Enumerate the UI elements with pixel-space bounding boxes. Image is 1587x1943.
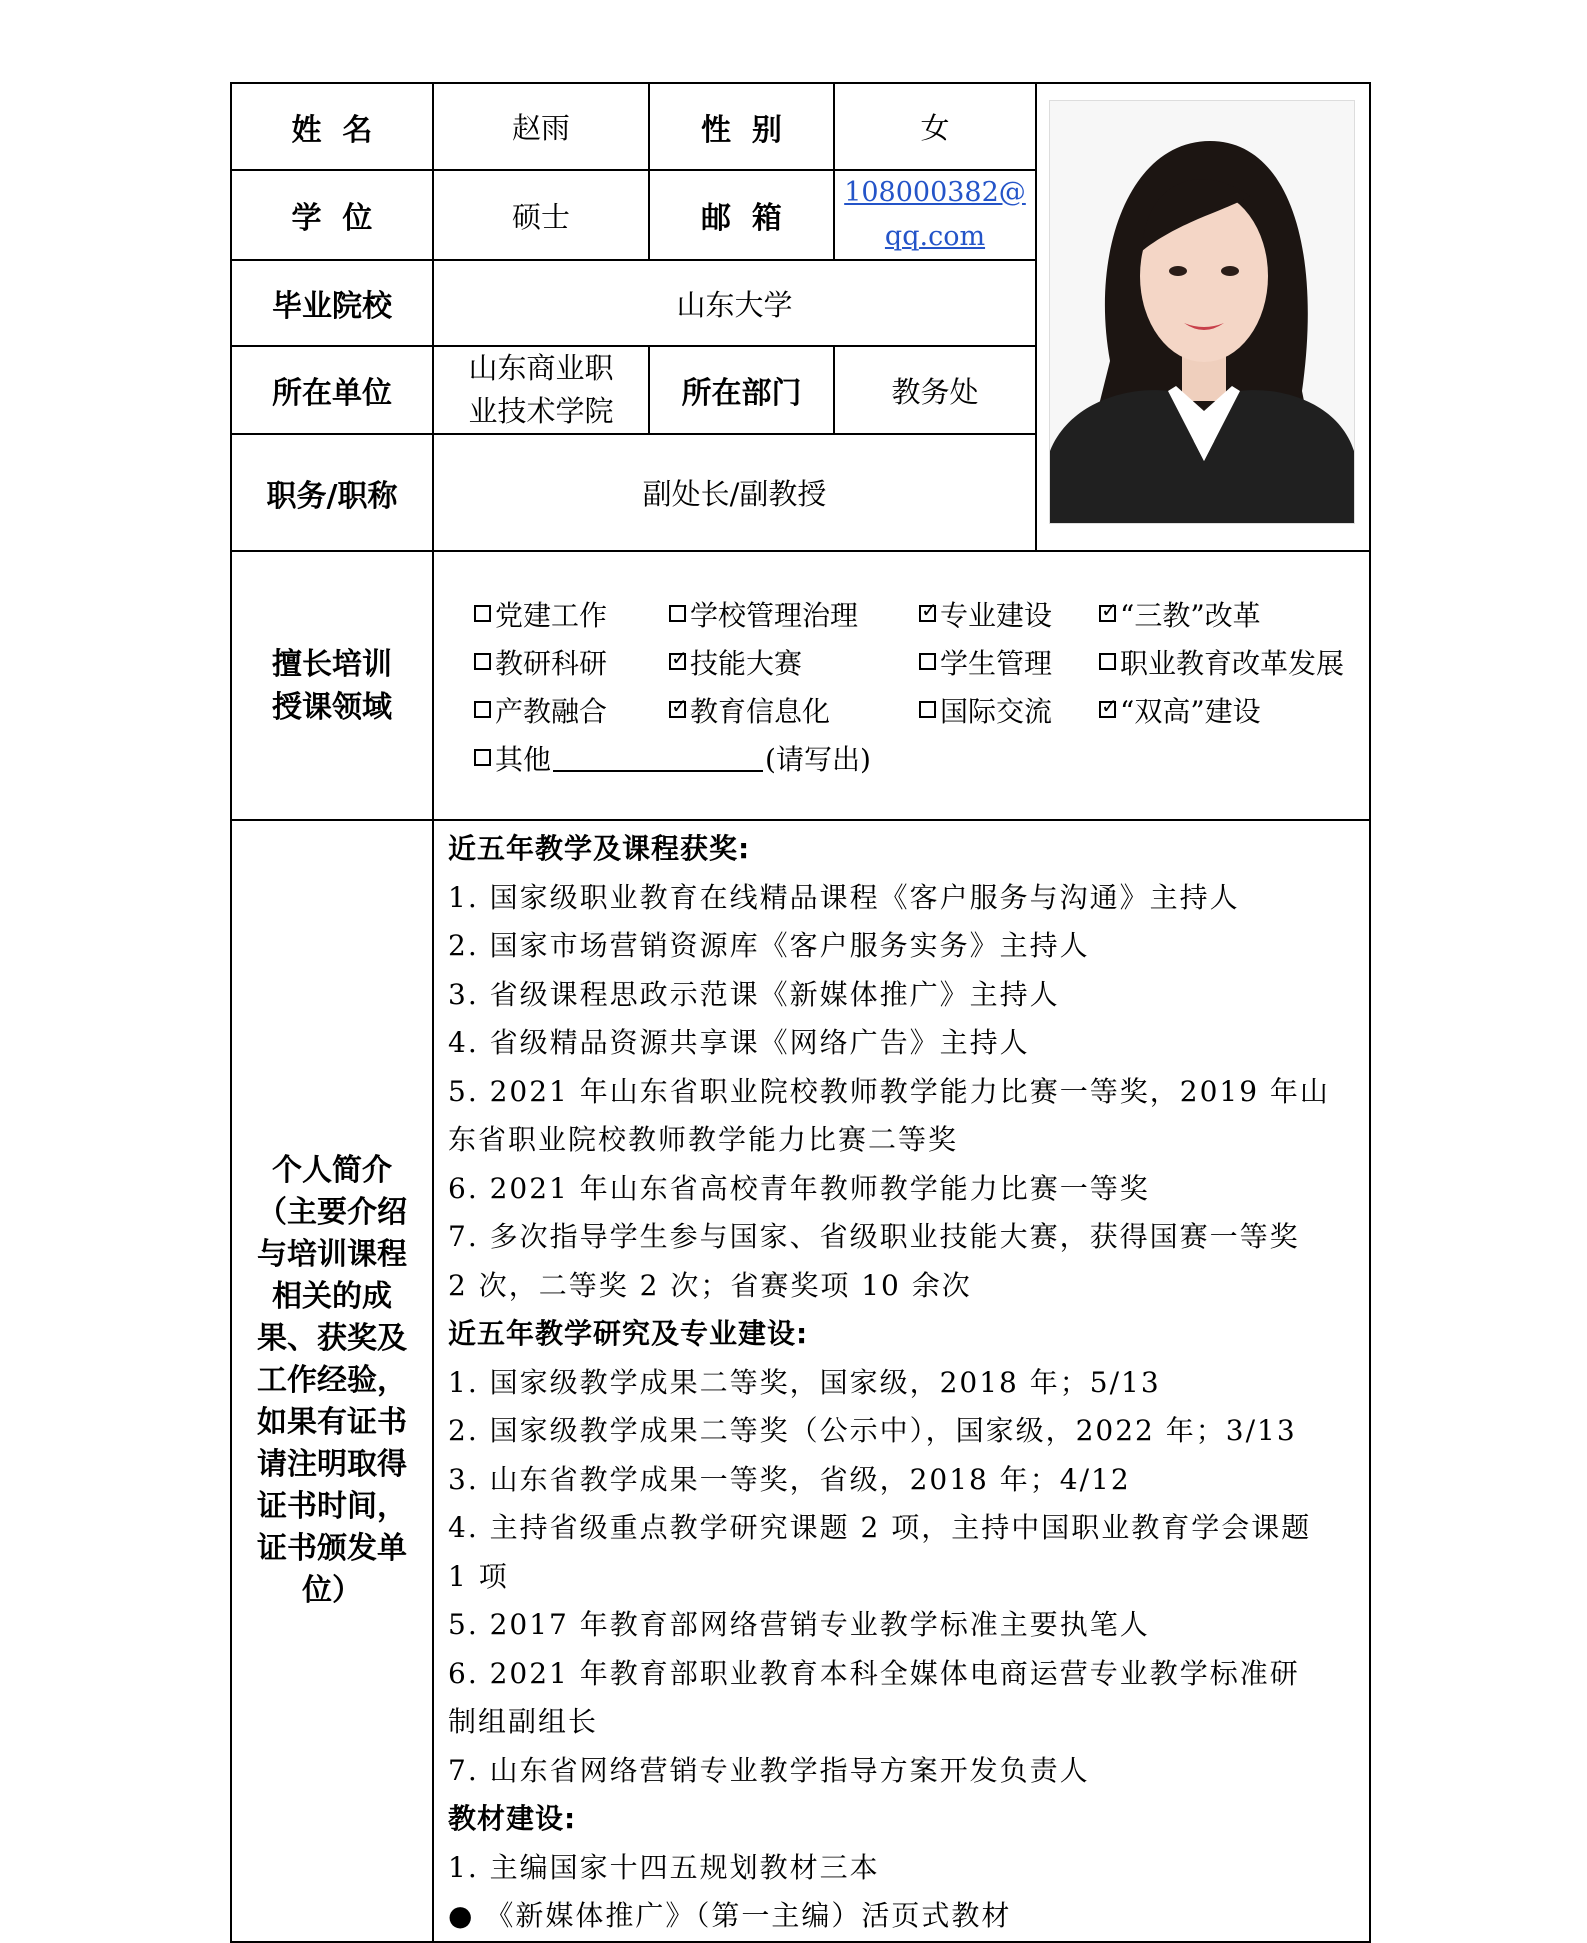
email-line-1: 108000382@ xyxy=(844,177,1026,208)
checkbox-grid xyxy=(474,590,1369,734)
profile-form xyxy=(230,82,1371,1943)
checkbox-row xyxy=(474,638,1369,686)
checkbox-icon xyxy=(474,605,491,622)
title-label: 职务/职称 xyxy=(231,434,433,551)
checkbox-icon xyxy=(474,653,491,670)
checkbox-item[interactable] xyxy=(1099,690,1359,730)
unit-line-2: 业技术学院 xyxy=(468,394,614,428)
bio-line: 6. 2021 年教育部职业教育本科全媒体电商运营专业教学标准研 xyxy=(448,1656,1300,1690)
checkbox-label: 教研科研 xyxy=(495,646,608,680)
bio-line: 2 次，二等奖 2 次；省赛奖项 10 余次 xyxy=(448,1268,972,1302)
bio-line: 3. 山东省教学成果一等奖，省级，2018 年；4/12 xyxy=(448,1462,1131,1496)
email-link[interactable] xyxy=(834,170,1036,260)
other-row xyxy=(474,734,1369,782)
checkbox-item[interactable] xyxy=(669,690,919,730)
checked-box-icon xyxy=(1099,605,1116,622)
unit-line-1: 山东商业职 xyxy=(468,351,614,385)
name-label: 姓 名 xyxy=(231,83,433,170)
checkbox-label: 技能大赛 xyxy=(690,646,803,680)
fields-label-line-1: 擅长培训 xyxy=(272,646,392,682)
checkbox-item[interactable] xyxy=(474,690,669,730)
fields-label xyxy=(231,551,433,820)
bio-line: 6. 2021 年山东省高校青年教师教学能力比赛一等奖 xyxy=(448,1171,1150,1205)
checkbox-label: 党建工作 xyxy=(495,598,608,632)
fields-checklist xyxy=(433,551,1370,820)
bio-content xyxy=(433,820,1370,1942)
bio-label-line: 相关的成 xyxy=(272,1278,392,1314)
bio-label-line: 请注明取得 xyxy=(257,1446,407,1482)
other-input[interactable] xyxy=(553,744,763,772)
bio-section-heading: 近五年教学研究及专业建设: xyxy=(448,1317,809,1350)
bio-section-heading: 近五年教学及课程获奖: xyxy=(448,832,751,865)
dept-value: 教务处 xyxy=(834,346,1036,434)
bio-line: 1. 国家级职业教育在线精品课程《客户服务与沟通》主持人 xyxy=(448,880,1240,914)
unit-label: 所在单位 xyxy=(231,346,433,434)
bio-label-line: 与培训课程 xyxy=(257,1236,407,1272)
email-label: 邮 箱 xyxy=(649,170,834,260)
bio-label-line: 如果有证书 xyxy=(257,1404,407,1440)
checkbox-icon xyxy=(919,701,936,718)
checkbox-label: 职业教育改革发展 xyxy=(1120,646,1345,680)
checked-box-icon xyxy=(669,701,686,718)
bio-label xyxy=(231,820,433,1942)
degree-value: 硕士 xyxy=(433,170,649,260)
bio-line: 4. 主持省级重点教学研究课题 2 项，主持中国职业教育学会课题 xyxy=(448,1511,1312,1544)
name-value: 赵雨 xyxy=(433,83,649,170)
checkbox-item[interactable] xyxy=(474,594,669,634)
bio-label-line: 位） xyxy=(302,1572,362,1608)
dept-label: 所在部门 xyxy=(649,346,834,434)
checkbox-icon xyxy=(474,749,491,766)
bio-line: 1. 国家级教学成果二等奖，国家级，2018 年；5/13 xyxy=(448,1365,1161,1399)
school-label: 毕业院校 xyxy=(231,260,433,346)
checkbox-item[interactable] xyxy=(919,642,1099,682)
bio-line: ● 《新媒体推广》（第一主编）活页式教材 xyxy=(448,1899,1012,1932)
checkbox-row xyxy=(474,686,1369,734)
bio-line: 2. 国家级教学成果二等奖（公示中），国家级，2022 年；3/13 xyxy=(448,1414,1297,1447)
checkbox-item[interactable] xyxy=(1099,642,1359,682)
portrait-photo xyxy=(1049,100,1355,524)
checkbox-item[interactable] xyxy=(669,594,919,634)
bio-line: 东省职业院校教师教学能力比赛二等奖 xyxy=(448,1123,959,1156)
checkbox-icon xyxy=(669,605,686,622)
checkbox-icon xyxy=(1099,653,1116,670)
other-label: 其他 xyxy=(495,742,552,776)
degree-label: 学 位 xyxy=(231,170,433,260)
checkbox-item[interactable] xyxy=(1099,594,1359,634)
checkbox-row xyxy=(474,590,1369,638)
bio-line: 1. 主编国家十四五规划教材三本 xyxy=(448,1850,880,1884)
bio-label-line: 工作经验， xyxy=(257,1362,407,1398)
school-value: 山东大学 xyxy=(433,260,1036,346)
checkbox-label: 专业建设 xyxy=(940,598,1053,632)
unit-value xyxy=(433,346,649,434)
bio-line: 3. 省级课程思政示范课《新媒体推广》主持人 xyxy=(448,977,1060,1011)
bio-label-line: 果、获奖及 xyxy=(257,1320,407,1356)
bio-line: 5. 2021 年山东省职业院校教师教学能力比赛一等奖，2019 年山 xyxy=(448,1074,1330,1108)
checked-box-icon xyxy=(919,605,936,622)
checkbox-label: 教育信息化 xyxy=(690,694,831,728)
checkbox-icon xyxy=(474,701,491,718)
bio-line: 7. 山东省网络营销专业教学指导方案开发负责人 xyxy=(448,1753,1090,1787)
fields-label-line-2: 授课领域 xyxy=(272,689,392,725)
checkbox-item[interactable] xyxy=(919,594,1099,634)
checked-box-icon xyxy=(669,653,686,670)
bio-label-line: 个人简介 xyxy=(272,1152,392,1188)
bio-section-heading: 教材建设: xyxy=(448,1802,577,1835)
gender-value: 女 xyxy=(834,83,1036,170)
checkbox-label: 学校管理治理 xyxy=(690,598,859,632)
checkbox-label: 国际交流 xyxy=(940,694,1053,728)
bio-line: 2. 国家市场营销资源库《客户服务实务》主持人 xyxy=(448,929,1090,962)
bio-line: 4. 省级精品资源共享课《网络广告》主持人 xyxy=(448,1026,1030,1059)
checkbox-label: 产教融合 xyxy=(495,694,608,728)
bio-label-line: 证书时间， xyxy=(257,1488,407,1524)
bio-line: 制组副组长 xyxy=(448,1705,599,1738)
bio-label-line: 证书颁发单 xyxy=(257,1530,407,1566)
checked-box-icon xyxy=(1099,701,1116,718)
photo-cell xyxy=(1036,83,1370,551)
checkbox-icon xyxy=(919,653,936,670)
checkbox-item[interactable] xyxy=(669,642,919,682)
checkbox-item[interactable] xyxy=(474,642,669,682)
title-value: 副处长/副教授 xyxy=(433,434,1036,551)
email-line-2: qq.com xyxy=(884,221,986,252)
checkbox-label: “双高”建设 xyxy=(1120,694,1261,728)
checkbox-label: “三教”改革 xyxy=(1120,598,1261,632)
bio-line: 5. 2017 年教育部网络营销专业教学标准主要执笔人 xyxy=(448,1608,1150,1641)
gender-label: 性 别 xyxy=(649,83,834,170)
checkbox-label: 学生管理 xyxy=(940,646,1053,680)
bio-line: 1 项 xyxy=(448,1559,509,1593)
bio-label-line: （主要介绍 xyxy=(257,1194,407,1230)
checkbox-item[interactable] xyxy=(919,690,1099,730)
bio-line: 7. 多次指导学生参与国家、省级职业技能大赛，获得国赛一等奖 xyxy=(448,1220,1300,1253)
other-suffix: (请写出) xyxy=(765,742,871,776)
checkbox-other[interactable] xyxy=(474,738,551,778)
